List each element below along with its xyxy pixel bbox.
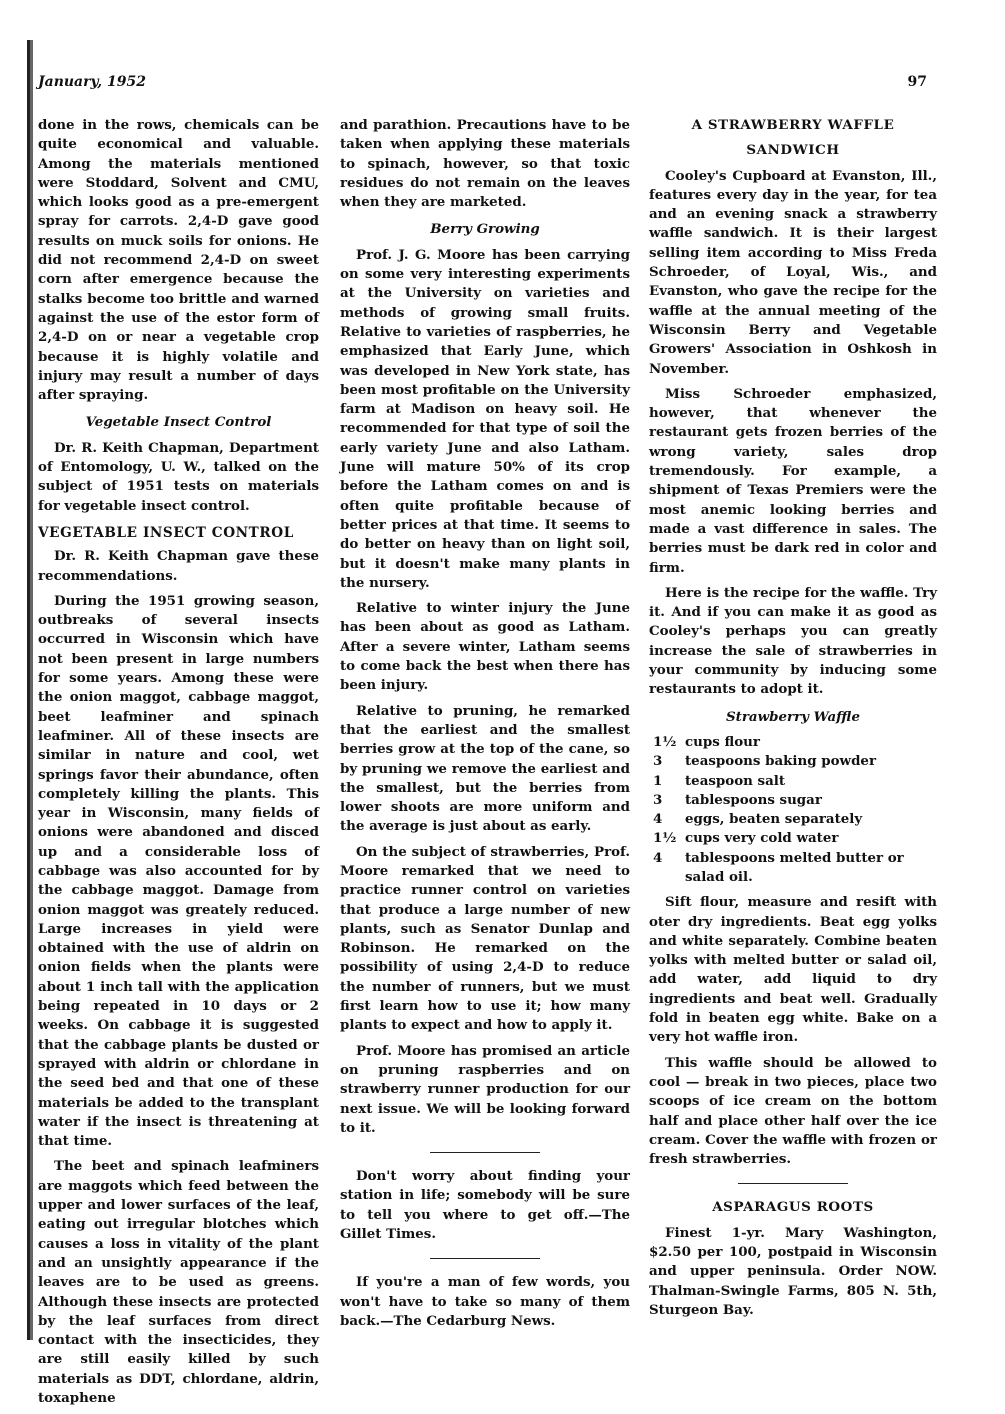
paragraph-promise: Prof. Moore has promised an article on pruning raspberries and on strawberry runner production for our next issue. We will be looking forward to it.: [340, 1042, 630, 1136]
subhead-vegetable-insect-control: Vegetable Insect Control: [85, 414, 272, 431]
paragraph-pruning: Relative to pruning, he remarked that the earliest and the smallest berries grow at the top of the cane, so by pruning we remove the earliest and the smallest, but the berries from lower shoots are more uniform and the average is just about as early.: [340, 702, 630, 835]
column-1: [38, 116, 319, 1414]
ingredient-list: [649, 733, 937, 887]
ingredient-item: cups flour: [685, 733, 760, 750]
article-title-line-2: SANDWICH: [746, 142, 840, 159]
recipe-title: Strawberry Waffle: [726, 708, 860, 725]
article-title-line-1: A STRAWBERRY WAFFLE: [691, 117, 895, 133]
paragraph-leafminers: The beet and spinach leafminers are maggots which feed between the upper and lower surfaces of the leaf, eating out irregular blotches which causes a loss in vitality of the plant and an unsightly appearance if the leaves are to be used as greens. Although these insects are protected by the leaf surfaces from direct contact with the insecticides, they are still easily killed by such materials as DDT, chlordane, aldrin, toxaphene: [38, 1158, 319, 1406]
ingredient-row: [653, 791, 937, 810]
binding-edge: [27, 40, 33, 1340]
ingredient-qty: 1: [653, 772, 663, 789]
paragraph-intro: done in the rows, chemicals can be quite economical and valuable. Among the materials mentioned were Stoddard, Solvent and CMU, which looks good as a pre-emergent spray for carrots. 2,4-D gave good results on muck soils for onions. He did not recommend 2,4-D on sweet corn after emergence because the stalks become too brittle and warned against the use of the estor form of 2,4-D on or near a vegetable crop because it is highly volatile and injury may result a number of days after spraying.: [38, 117, 319, 404]
paragraph-serving: This waffle should be allowed to cool — break in two pieces, place two scoops of ice cream on the bottom half and place other half over the ice cream. Cover the waffle with frozen or fresh strawberries.: [649, 1054, 937, 1168]
section-title: VEGETABLE INSECT CONTROL: [38, 524, 294, 541]
ingredient-item: tablespoons sugar: [685, 791, 822, 808]
ingredient-qty: 3: [653, 791, 663, 808]
ingredient-item: eggs, beaten separately: [685, 811, 863, 828]
paragraph-cooley: Cooley's Cupboard at Evanston, Ill., features every day in the year, for tea and an evening snack a strawberry waffle sandwich. It is their largest selling item according to Miss Freda Schroeder, of Loyal, Wis., and Evanston, who gave the recipe for the waffle at the annual meeting of the Wisconsin Berry and Vegetable Growers' Association in Oshkosh in November.: [649, 167, 937, 377]
filler-cedarburg: If you're a man of few words, you won't have to take so many of them back.—The Cedarburg News.: [340, 1274, 630, 1329]
ingredient-item: teaspoons baking powder: [685, 753, 877, 770]
divider-rule: [738, 1183, 848, 1184]
paragraph-recipe-intro: Here is the recipe for the waffle. Try it. And if you can make it as good as Cooley's perhaps you can greatly increase the sale of strawberries in your community by inducing some restaurants to adopt it.: [649, 584, 937, 698]
paragraph-schroeder: Miss Schroeder emphasized, however, that whenever the restaurant gets frozen berries of the wrong variety, sales drop tremendously. For example, a shipment of Texas Premiers were the most anemic looking berries and made a vast difference in sales. The berries must be dark red in color and firm.: [649, 385, 937, 576]
paragraph-method: Sift flour, measure and resift with oter dry ingredients. Beat egg yolks and white separately. Combine beaten yolks with melted butter or salad oil, add water, add liquid to dry ingredients and beat well. Gradually fold in beaten egg white. Bake on a very hot waffle iron.: [649, 894, 937, 1046]
paragraph-moore: Prof. J. G. Moore has been carrying on some very interesting experiments at the University on varieties and methods of growing small fruits. Relative to varieties of raspberries, he emphasized that Early June, which was developed in New York state, has been most profitable on the University farm at Madison on heavy soil. He recommended for that type of soil the early variety June and also Latham. June will mature 50% of its crop before the Latham comes on and is often quite profitable because of better prices at that time. It seems to do better on heavy than on light soil, but it doesn't make many plants in the nursery.: [340, 246, 630, 591]
issue-date: January, 1952: [38, 74, 147, 90]
ingredient-qty: 1½: [653, 733, 677, 750]
ad-text: Finest 1-yr. Mary Washington, $2.50 per 100, postpaid in Wisconsin and upper peninsula. Order NOW. Thalman-Swingle Farms, 805 N. 5th, Sturgeon Bay.: [649, 1224, 937, 1318]
ingredient-item: cups very cold water: [685, 830, 839, 847]
column-3: [649, 116, 937, 1326]
ingredient-qty: 4: [653, 849, 663, 866]
filler-gillet: Don't worry about finding your station in life; somebody will be sure to tell you where to get off.—The Gillet Times.: [340, 1168, 630, 1243]
ingredient-row: [653, 733, 937, 752]
subhead-berry-growing: Berry Growing: [430, 221, 540, 238]
page-number: 97: [907, 74, 927, 90]
paragraph-growing-season: During the 1951 growing season, outbreaks of several insects occurred in Wisconsin which have not been present in large numbers for some years. Among these were the onion maggot, cabbage maggot, beet leafminer and spinach leafminer. All of these insects are similar in nature and cool, wet springs favor their abundance, often completely killing the plants. This year in Wisconsin, many fields of onions were abandoned and disced up and a considerable loss of cabbage was also accounted for by the cabbage maggot. Damage from onion maggot was greately reduced. Large increases in yield were obtained with the use of aldrin on onion fields when the plants were about 1 inch tall with the application being repeated in 10 days or 2 weeks. On cabbage it is suggested that the cabbage plants be dusted or sprayed with aldrin or chlordane in the seed bed and that one of these materials be added to the transplant water if the insect is threatening at that time.: [38, 592, 319, 1150]
column-2: [340, 116, 630, 1337]
paragraph-chapman: Dr. R. Keith Chapman, Department of Entomology, U. W., talked on the subject of 1951 tests on materials for vegetable insect control.: [38, 439, 319, 514]
divider-rule: [430, 1258, 540, 1259]
paragraph-strawberries: On the subject of strawberries, Prof. Moore remarked that we need to practice runner control on varieties that produce a large number of new plants, such as Senator Dunlap and Robinson. He remarked on the possibility of using 2,4-D to reduce the number of runners, but we must first learn how to use it; how many plants to expect and how to apply it.: [340, 843, 630, 1034]
ingredient-qty: 4: [653, 811, 663, 828]
ingredient-row: [653, 810, 937, 829]
section-lead: Dr. R. Keith Chapman gave these recommendations.: [38, 548, 319, 584]
ingredient-item: teaspoon salt: [685, 772, 786, 789]
ingredient-qty: 1½: [653, 830, 677, 847]
ingredient-row: [653, 772, 937, 791]
ingredient-item: tablespoons melted butter or salad oil.: [685, 849, 904, 885]
paragraph-winter-injury: Relative to winter injury the June has been about as good as Latham. After a severe winter, Latham seems to come back the best when there has been injury.: [340, 600, 630, 694]
paragraph-parathion: and parathion. Precautions have to be taken when applying these materials to spinach, however, so that toxic residues do not remain on the leaves when they are marketed.: [340, 117, 630, 211]
ingredient-row: [653, 849, 937, 888]
divider-rule: [430, 1152, 540, 1153]
ingredient-qty: 3: [653, 753, 663, 770]
ad-title: ASPARAGUS ROOTS: [712, 1199, 874, 1216]
ingredient-row: [653, 829, 937, 848]
ingredient-row: [653, 752, 937, 771]
